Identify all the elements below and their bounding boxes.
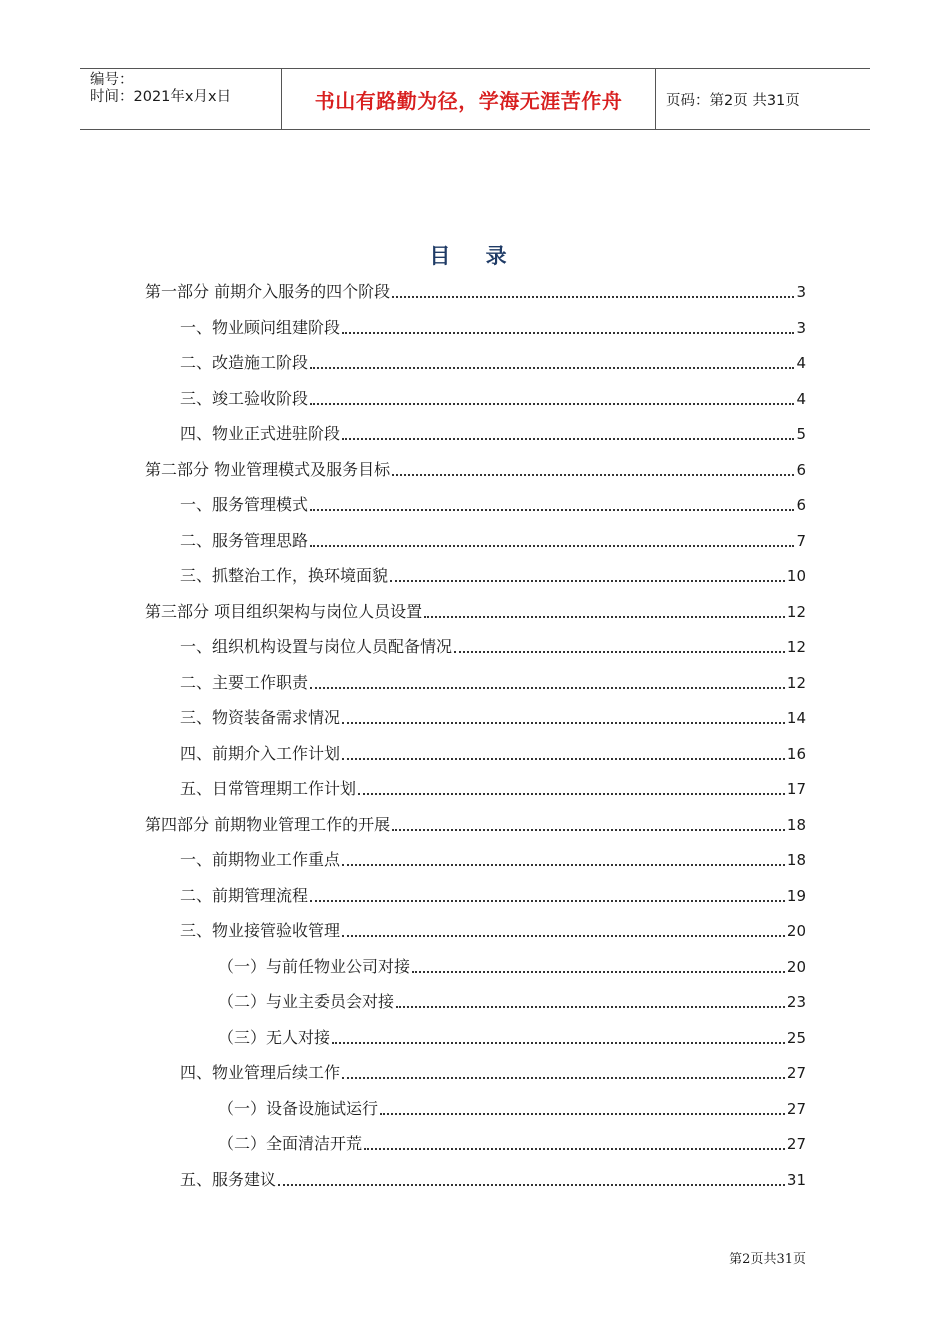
toc-leader-dots bbox=[342, 722, 785, 724]
toc-entry[interactable] bbox=[180, 515, 806, 551]
toc-entry-label: 第三部分 项目组织架构与岗位人员设置 bbox=[145, 601, 423, 621]
toc-entry-page: 14 bbox=[786, 709, 806, 727]
toc-entry[interactable] bbox=[180, 834, 806, 870]
toc-entry[interactable] bbox=[180, 337, 806, 373]
toc-entry[interactable] bbox=[180, 302, 806, 338]
toc-entry[interactable] bbox=[145, 444, 806, 480]
toc-leader-dots bbox=[310, 687, 785, 689]
toc-entry-label: 四、物业管理后续工作 bbox=[180, 1063, 341, 1082]
toc-entry-page: 27 bbox=[786, 1135, 806, 1153]
toc-entry-label: 二、改造施工阶段 bbox=[180, 353, 309, 372]
toc-leader-dots bbox=[392, 474, 794, 476]
toc-entry-label: 三、物业接管验收管理 bbox=[180, 921, 341, 940]
toc-entry[interactable] bbox=[180, 373, 806, 409]
toc-leader-dots bbox=[310, 367, 794, 369]
toc-entry-label: 四、物业正式进驻阶段 bbox=[180, 424, 341, 443]
toc-entry-label: 一、前期物业工作重点 bbox=[180, 850, 341, 869]
toc-entry-label: 三、竣工验收阶段 bbox=[180, 388, 309, 408]
toc-entry-label: （一）与前任物业公司对接 bbox=[218, 956, 411, 976]
toc-entry[interactable] bbox=[180, 692, 806, 728]
toc-entry[interactable] bbox=[180, 763, 806, 799]
toc-leader-dots bbox=[342, 1077, 785, 1079]
toc-leader-dots bbox=[358, 793, 785, 795]
header-left-cell bbox=[80, 69, 282, 129]
toc-entry[interactable] bbox=[180, 1154, 806, 1190]
toc-entry[interactable] bbox=[218, 941, 806, 977]
toc-entry-label: 第二部分 物业管理模式及服务目标 bbox=[145, 459, 391, 479]
toc-leader-dots bbox=[380, 1113, 785, 1115]
toc-entry-page: 5 bbox=[796, 425, 806, 443]
toc-entry-label: 二、前期管理流程 bbox=[180, 885, 309, 905]
toc-entry-page: 6 bbox=[796, 460, 806, 479]
toc-entry-label: （三）无人对接 bbox=[218, 1027, 331, 1047]
toc-entry[interactable] bbox=[218, 1012, 806, 1048]
toc-entry-label: （二）全面清洁开荒 bbox=[218, 1134, 363, 1153]
toc-entry-page: 12 bbox=[786, 638, 806, 656]
toc-entry-label: 二、主要工作职责 bbox=[180, 672, 309, 692]
toc-entry-label: 第四部分 前期物业管理工作的开展 bbox=[145, 814, 391, 834]
toc-entry-page: 4 bbox=[796, 389, 806, 408]
toc-entry-label: （二）与业主委员会对接 bbox=[218, 992, 395, 1011]
toc-entry-page: 27 bbox=[786, 1099, 806, 1118]
toc-leader-dots bbox=[364, 1148, 785, 1150]
toc-entry-label: 一、服务管理模式 bbox=[180, 495, 309, 514]
toc-leader-dots bbox=[310, 509, 794, 511]
toc-leader-dots bbox=[342, 438, 794, 440]
toc-entry-page: 4 bbox=[796, 354, 806, 372]
toc-leader-dots bbox=[342, 332, 794, 334]
toc-entry-page: 12 bbox=[786, 673, 806, 692]
toc-entry-page: 16 bbox=[786, 744, 806, 763]
toc-entry-page: 18 bbox=[786, 851, 806, 869]
page-header bbox=[80, 68, 870, 130]
toc-entry-page: 25 bbox=[786, 1028, 806, 1047]
toc-entry[interactable] bbox=[145, 266, 806, 302]
toc-entry-page: 6 bbox=[796, 496, 806, 514]
toc-entry-label: 五、服务建议 bbox=[180, 1169, 277, 1189]
toc-leader-dots bbox=[424, 616, 785, 618]
toc-entry-label: （一）设备设施试运行 bbox=[218, 1098, 379, 1118]
toc-entry[interactable] bbox=[180, 550, 806, 586]
toc-entry[interactable] bbox=[218, 1083, 806, 1119]
time-label: 时间：2021年x月x日 bbox=[90, 89, 232, 105]
toc-entry[interactable] bbox=[145, 586, 806, 622]
toc-entry-page: 20 bbox=[786, 922, 806, 940]
toc-leader-dots bbox=[342, 935, 785, 937]
toc-leader-dots bbox=[310, 900, 785, 902]
toc-entry-label: 一、组织机构设置与岗位人员配备情况 bbox=[180, 637, 453, 656]
toc-entry-label: 一、物业顾问组建阶段 bbox=[180, 317, 341, 337]
toc-entry-page: 10 bbox=[786, 567, 806, 585]
toc-entry-label: 四、前期介入工作计划 bbox=[180, 743, 341, 763]
toc-entry-page: 27 bbox=[786, 1064, 806, 1082]
toc-entry-page: 31 bbox=[786, 1170, 806, 1189]
toc-entry-page: 3 bbox=[796, 318, 806, 337]
toc-entry[interactable] bbox=[180, 479, 806, 515]
header-page-info: 页码：第2页 共31页 bbox=[666, 92, 800, 109]
toc-leader-dots bbox=[392, 829, 785, 831]
toc-entry[interactable] bbox=[180, 657, 806, 693]
toc-entry[interactable] bbox=[218, 1118, 806, 1154]
toc-entry[interactable] bbox=[180, 870, 806, 906]
toc-entry-label: 三、物资装备需求情况 bbox=[180, 708, 341, 727]
toc-leader-dots bbox=[392, 296, 794, 298]
toc-entry-label: 五、日常管理期工作计划 bbox=[180, 779, 357, 798]
toc-entry[interactable] bbox=[180, 905, 806, 941]
toc-title: 目 录 bbox=[429, 244, 521, 268]
toc-leader-dots bbox=[278, 1184, 785, 1186]
toc-leader-dots bbox=[412, 971, 785, 973]
toc-entry-page: 12 bbox=[786, 602, 806, 621]
toc-entry[interactable] bbox=[218, 976, 806, 1012]
toc-leader-dots bbox=[310, 545, 794, 547]
toc-entry[interactable] bbox=[180, 728, 806, 764]
toc-entry-page: 20 bbox=[786, 957, 806, 976]
toc-entry-page: 7 bbox=[796, 531, 806, 550]
toc-leader-dots bbox=[454, 651, 785, 653]
toc-entry-page: 3 bbox=[796, 283, 806, 301]
toc-entry[interactable] bbox=[180, 621, 806, 657]
number-label: 编号： bbox=[90, 72, 134, 88]
toc-entry[interactable] bbox=[180, 1047, 806, 1083]
toc-entry-label: 二、服务管理思路 bbox=[180, 530, 309, 550]
toc-entry-page: 19 bbox=[786, 886, 806, 905]
toc-entry-label: 第一部分 前期介入服务的四个阶段 bbox=[145, 282, 391, 301]
toc-entry-page: 17 bbox=[786, 780, 806, 798]
footer-page-info: 第2页共31页 bbox=[729, 1252, 806, 1267]
toc-leader-dots bbox=[310, 403, 794, 405]
toc-leader-dots bbox=[390, 580, 785, 582]
toc-entry-label: 三、抓整治工作，换环境面貌 bbox=[180, 566, 389, 585]
toc-entry[interactable] bbox=[145, 799, 806, 835]
toc-leader-dots bbox=[342, 864, 785, 866]
toc-entry-page: 23 bbox=[786, 993, 806, 1011]
toc-leader-dots bbox=[396, 1006, 785, 1008]
toc-entry-page: 18 bbox=[786, 815, 806, 834]
toc-entry[interactable] bbox=[180, 408, 806, 444]
toc-leader-dots bbox=[342, 758, 785, 760]
header-motto: 书山有路勤为径，学海无涯苦作舟 bbox=[282, 69, 656, 129]
toc-leader-dots bbox=[332, 1042, 785, 1044]
